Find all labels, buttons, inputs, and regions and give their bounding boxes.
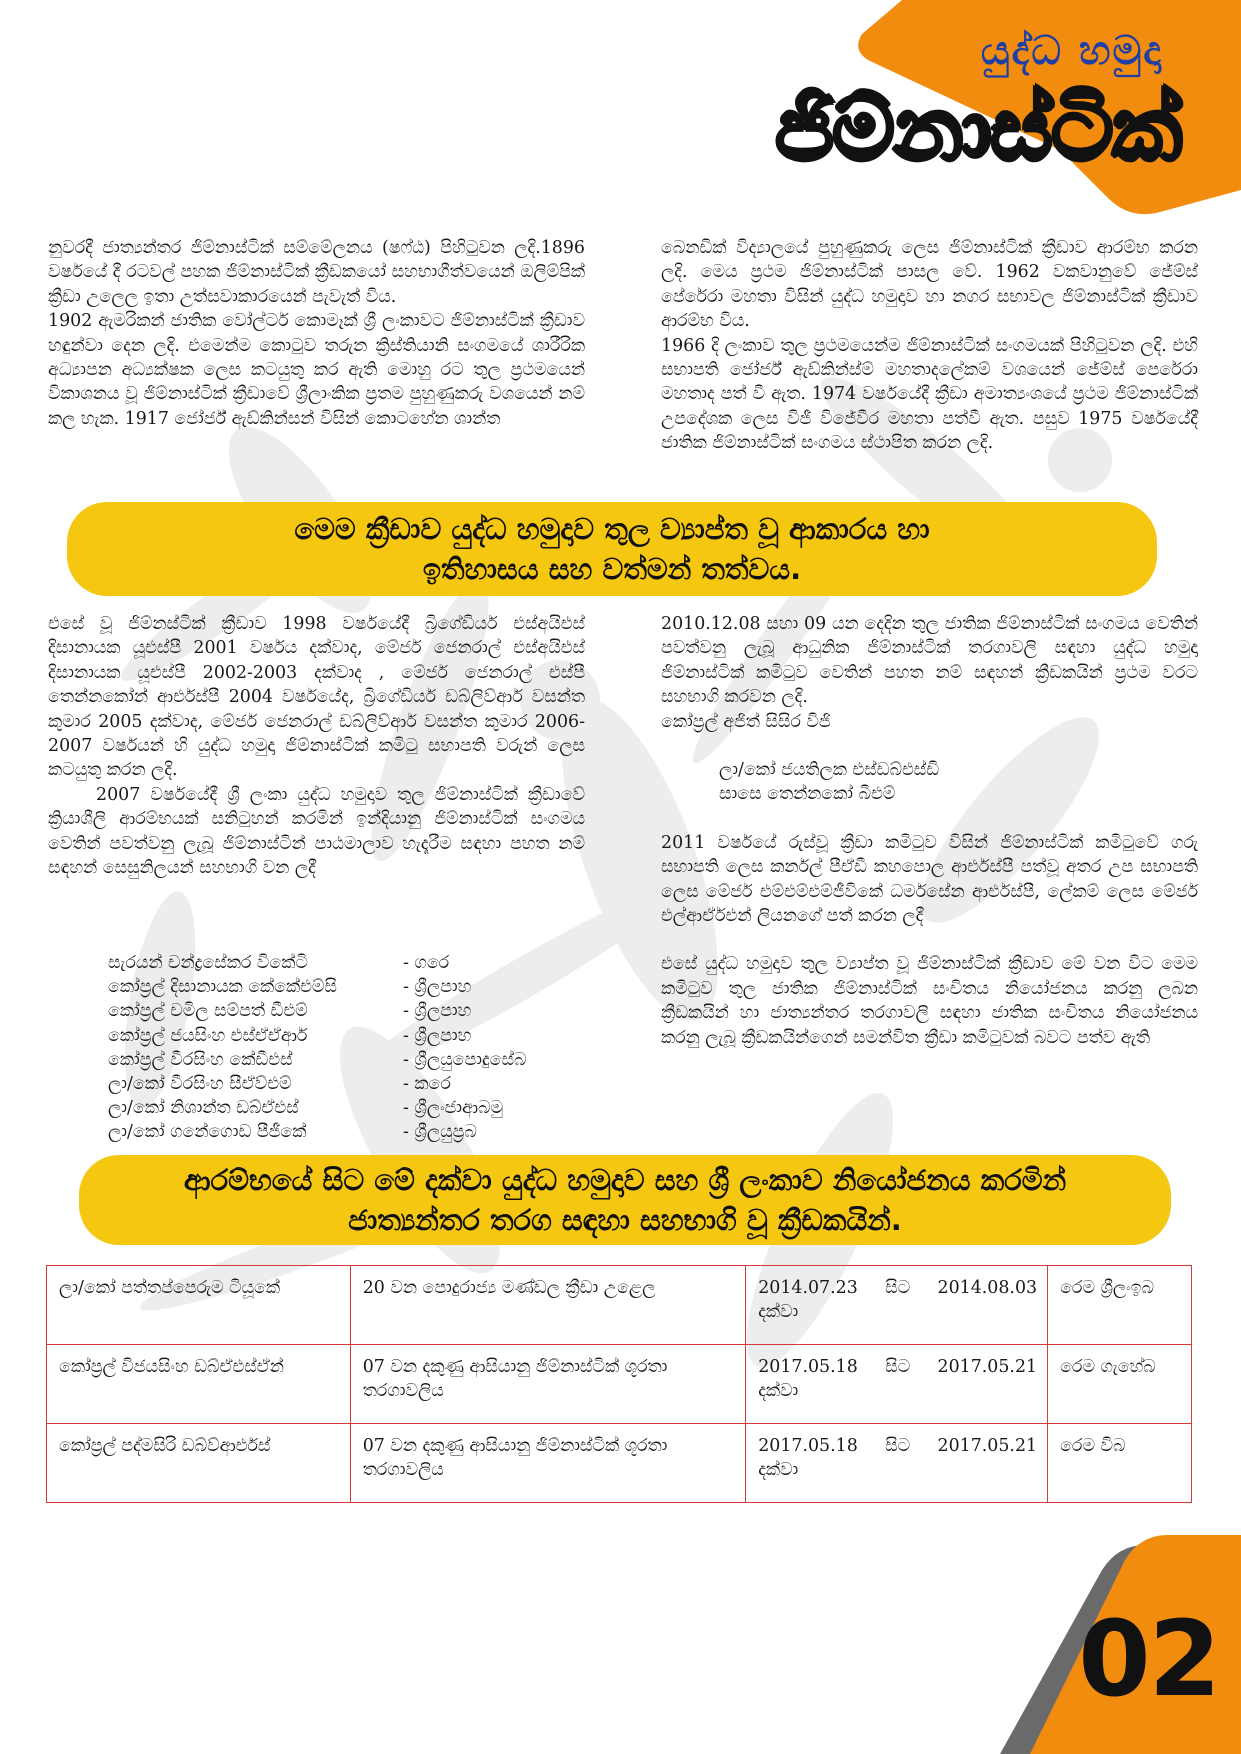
paragraph: නුවරදී ජාත්‍යන්තර ජිම්නාස්ටික් සම්මේලනය (ෂෆ්ඨ) පිහිටුවන ලදි.1896 වර්ෂයේ දී රටවල් පහක ජිම්නාස්ටික් ක්‍රීඩකයෝ සහභාගීත්වයෙන් ඔලිම්පික් ක්‍රීඩා උලෙල ඉතා උත්සවාකාරයෙන් පැවැත් විය. (48, 238, 585, 307)
paragraph: 2007 වර්ෂයේදී ශ්‍රී ලංකා යුද්ධ හමුදාව තුල ජිම්නාස්ටික් ක්‍රීඩාවේ ක්‍රියාශීලි ආරම්භයක් සනිටුහන් කරමින් ඉන්දියානු ජිම්නාස්ටික් සංගමය වෙතින් පවත්වනු ලැබූ ජිම්නාස්ටින් පාඨමාලාව හැදෑරීම සඳහා පහත නම් සඳහන් සෙසුනිලයන් සහභාගි වන ලදී (48, 784, 585, 879)
paragraph: එසේ වූ ජිම්නස්ටික් ක්‍රීඩාව 1998 වර්ෂයේදී බ්‍රිගේඩියර් එස්අයිඑස් දිසානායක යූඑස්පී 2001 වර්ෂය දක්වාද, මේජර් ජෙනරාල් එස්අයිඑස් දිසානායක යූඑස්පී 2002-2003 දක්වාද , මේජර් ජෙනරාල් එස්පී තෙන්නකෝන් ආර්එස්පී 2004 වර්ෂයේද, බ්‍රිගේඩියර් ඩබ්ලිව්ආර් වසන්ත කුමාර 2005 දක්වාද, මේජර් ජෙනරාල් ඩබ්ලිව්ආර් වසන්ත කුමාර 2006-2007 වර්ෂයන් හි යුද්ධ හමුදා ජිම්නාස්ටික් කමිටු සභාපති වරුන් ලෙස කටයුතු කරන ලදි. (48, 614, 585, 781)
banner-line: ආරම්භයේ සිට මේ දක්වා යුද්ධ හමුදාව සහ ශ්‍රී ලංකාව නියෝජනය කරමින් (183, 1163, 1067, 1197)
event-cell: 20 වන පොදුරාජ්‍ය මණ්ඩල ක්‍රීඩා උළෙල (350, 1266, 746, 1345)
trainee-name: කෝප්‍රල් වීරසිංහ කේඩීඑස් (108, 1049, 293, 1070)
paragraph: 1966 දි ලංකාව තුල ප්‍රථමයෙන්ම ජිම්නාස්ටික් සංගමයක් පිහිටුවන ලදි. එහි සභාපති ජෝර්ජ් ඇඩ්කින්ස්ම් මහතාදලේකම් වශයෙන් ජේම්ස් පෙරේරා මහතාද පත් වී ඇත. 1974 වර්ෂයේදී ක්‍රීඩා අමාත්‍යංශයේ ප්‍රථම ජිම්නාස්ටික් උපදේශක ලෙස විජී විජේවීර මහතා පත්වී ඇත. පසුව 1975 වර්ෂයේදී ජාතික ජිම්නාස්ටික් සංගමය ස්ථාපිත කරන ලදි. (661, 335, 1198, 454)
date-dakva: දක්වා (758, 1381, 799, 1401)
paragraph: එසේ යුද්ධ හමුදාව තුල ව්‍යාප්ත වූ ජිම්නාස්ටික් ක්‍රීඩාව මේ වන විට මෙම කමිටුව තුල ජාතික ජිම්නාස්ටික් සංචිතය නියෝජනය කරනු ලබන ක්‍රීඩකයින් හා ජාත්‍යන්තර තරගාවලි සඳහා ජාතික සංචිතය නියෝජනය කරනු ලැබූ ක්‍රීඩකයින්ගෙන් සමන්විත ක්‍රීඩා කමිටුවක් බවට පත්ව ඇති (661, 954, 1198, 1048)
trainee-unit: - ශ්‍රීලයුප්‍රබ (403, 1122, 477, 1143)
date-from: 2014.07.23 (758, 1278, 858, 1298)
trainee-name: කෝප්‍රල් දිසානායක කේකේඑම්සි (108, 977, 337, 998)
unit-cell: රෙම ශ්‍රීලංඉබ (1048, 1266, 1192, 1345)
date-to: 2014.08.03 (937, 1278, 1038, 1298)
date-sita: සිට (885, 1357, 911, 1377)
list-item: සාසෙ තෙන්නකෝ බීඑම් (719, 784, 896, 805)
trainee-unit: - ශ්‍රීලපාහ (403, 1001, 472, 1022)
paragraph: 2010.12.08 සහා 09 යන දෙදින තුල ජාතික ජිම්නාස්ටික් සංගමය වෙතින් පවත්වනු ලැබූ ආධුනික ජිම්නාස්ටික් තරගාවලි සඳහා යුද්ධ හමුදා ජිම්නාස්ටික් කමිටුව වෙතින් පහත නම් සඳහන් ක්‍රීඩකයින් ප්‍රථම වරට සහභාගි කරවන ලදි. (661, 614, 1198, 708)
athlete-name-cell: කෝප්‍රල් පද්මසිරි ඩබ්ව්ආර්එස් (47, 1424, 351, 1503)
banner-line: ඉතිහාසය සහ වත්මන් තත්වය. (422, 552, 802, 586)
trainee-name: කෝප්‍රල් ජයසිංහ එස්ඒඒආර් (108, 1025, 308, 1046)
date-to: 2017.05.21 (937, 1357, 1038, 1377)
event-cell: 07 වන දකුණු ආසියානු ජිම්නාස්ටික් ශූරතා තරගාවලිය (350, 1424, 746, 1503)
unit-cell: රෙම විබ (1048, 1424, 1192, 1503)
date-dakva: දක්වා (758, 1460, 799, 1480)
trainee-name: ලා/කෝ ගනේගොඩ පීජීකේ (108, 1122, 307, 1143)
paragraph: 2011 වර්ෂයේ රුස්වූ ක්‍රීඩා කමිටුව විසින් ජිම්නාස්ටික් කමිටුවේ ගරු සභාපති ලෙස කර්නල් පීඒඩී කහපොල ආර්එස්පී පත්වූ අතර උප සභාපති ලෙස මේජර් එම්එම්එම්ජීවිකේ ධර්මසේන ආර්එස්පී, ලේකම් ලෙස මේජර් එල්ආර්ඒඑන් ලියනගේ පත් කරන ලදී (661, 832, 1198, 927)
date-sita: සිට (885, 1436, 911, 1456)
paragraph: කෝප්‍රල් අජිත් සිසිර විජි (661, 711, 831, 732)
page-number: 02 (1078, 1598, 1219, 1720)
trainee-unit: - ශ්‍රීලයුපොදුසේබ (403, 1049, 527, 1070)
date-to: 2017.05.21 (937, 1436, 1038, 1456)
unit-cell: රෙම ගැහේබ (1048, 1345, 1192, 1424)
trainee-name: සැරයන් චන්ද්‍රසේකර විකේටි (108, 953, 308, 973)
trainee-unit: - කරෙ (403, 1074, 451, 1095)
athlete-name-cell: ලා/කෝ පත්තප්පෙරුම ටියූකේ (47, 1266, 351, 1345)
trainee-unit: - ශ්‍රීලපාහ (403, 977, 472, 998)
paragraph: බෙනඩික් විද්‍යාලයේ පුහුණුකරු ලෙස ජිම්නාස්ටික් ක්‍රීඩාව ආරම්භ කරන ලදි. මෙය ප්‍රථම ජිම්නාස්ටික් පාසල වේ. 1962 වකවානුවේ ජේම්ස් පේරේරා මහතා විසින් යුද්ධ හමුදාව හා නගර සභාවල ජිම්නාස්ටික් ක්‍රීඩාව ආරම්භ විය. (661, 238, 1198, 332)
athlete-name-cell: කෝප්‍රල් විජයසිංහ ඩබ්ඒඑස්ඒන් (47, 1345, 351, 1424)
date-dakva: දක්වා (758, 1302, 799, 1322)
list-item: ලා/කෝ ජයතිලක එස්ඩබ්එස්ඩි (719, 760, 940, 781)
date-sita: සිට (885, 1278, 911, 1298)
paragraph: 1902 ඇමරිකන් ජාතික වෝල්ටර් කොමෑක් ශ්‍රී ලංකාවට ජිම්නාස්ටික් ක්‍රීඩාව හඳුන්වා දෙන ලදි. එමෙන්ම කොටුව තරුන ක්‍රිස්තියානි සංගමයේ ශාරීරික අධ්‍යාපන අධ්‍යක්ෂක ලෙස කටයුතු කර ඇති මොහු රට තුල ප්‍රථමයෙන් විකාශනය වූ ජිම්නාස්ටික් ක්‍රීඩාවේ ශ්‍රීලාංකික ප්‍රතම පුහුණුකරු වශයෙන් නම් කල හැක. 1917 ජෝර්ජ් ඇඩ්කින්සන් විසින් කොටහේන ශාන්ත (48, 311, 585, 429)
header-title: ජිම්නාස්ටික් (775, 80, 1181, 180)
date-from: 2017.05.18 (758, 1357, 858, 1377)
trainee-name: කෝප්‍රල් චමිල සම්පත් ඩීඑම් (108, 1001, 308, 1022)
date-from: 2017.05.18 (758, 1436, 858, 1456)
banner-line: ජාත්‍යන්තර තරග සඳහා සහභාගි වූ ක්‍රීඩකයින්. (348, 1203, 902, 1237)
trainee-name: ලා/කෝ වීරසිංහ සීඒව්එම් (108, 1074, 292, 1095)
header-subtitle: යුද්ධ හමුදා (980, 28, 1163, 74)
trainee-name: ලා/කෝ නිශාන්ත ඩබ්ඒඑස් (108, 1098, 299, 1119)
trainee-unit: - ශ්‍රීලපාහ (403, 1025, 472, 1046)
trainee-unit: - ශ්‍රීලංජාආබමු (403, 1098, 503, 1119)
event-cell: 07 වන දකුණු ආසියානු ජිම්නාස්ටික් ශූරතා තරගාවලිය (350, 1345, 746, 1424)
banner-line: මෙම ක්‍රීඩාව යුද්ධ හමුදාව තුල ව්‍යාප්ත වූ ආකාරය හා (294, 512, 930, 546)
trainee-unit: - ගරෙ (403, 953, 450, 973)
